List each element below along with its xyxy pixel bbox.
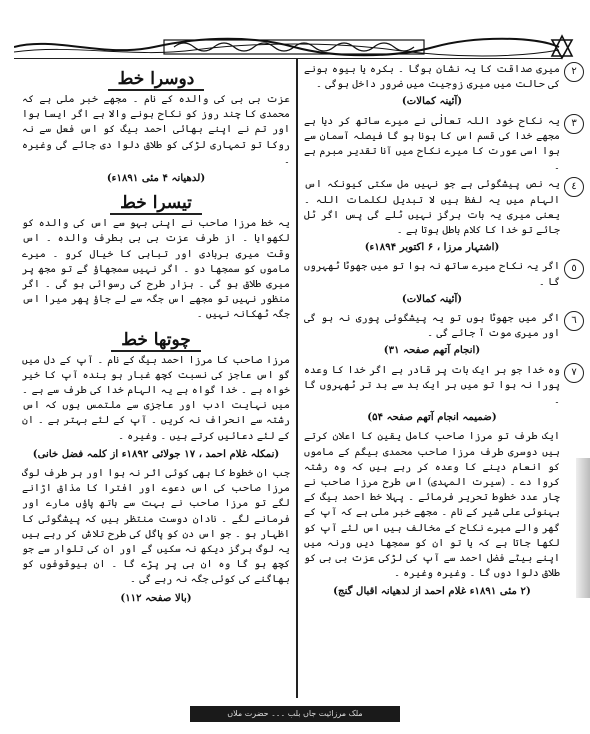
section-heading: دوسرا خط bbox=[22, 68, 290, 90]
numbered-item bbox=[304, 62, 577, 110]
page-edge-ribbon bbox=[576, 458, 590, 598]
section-text: مرزا صاحب کا مرزا احمد بیگ کے نام ۔ آپ کے دل میں گو اس عاجز کی نسبت کچھ غبار ہو بندہ آپ کا خیر خواہ ہے ۔ خدا گواہ ہے یہ الہام خدا کی طرف سے ہے ۔ میں نہایت ادب اور عاجزی سے ملتمس ہوں کہ اس رشتہ سے انحراف نہ کریں ۔ آپ کے لئے بہتر ہے ۔ ان کے لئے دعائیں کرتے ہیں ۔ وغیرہ ۔ bbox=[22, 354, 290, 442]
after-reference: (بالا صفحہ ۱۱۲) bbox=[120, 591, 192, 604]
item-reference: (اشتہار مرزا ، ۶ اکتوبر ۱۸۹۴ء) bbox=[364, 241, 500, 254]
item-text: میری صداقت کا یہ نشان ہوگا ۔ بکرہ یا بیوہ ہونے کی حالت میں میری زوجیت میں ضرور داخل ہوگی ۔ bbox=[304, 64, 560, 91]
section-reference: (لدھیانہ ۴ مئی ۱۸۹۱ء) bbox=[106, 172, 206, 185]
item-text: یہ نکاح خود اللہ تعالٰی نے میرے ساتھ کر دیا ہے مجھے خدا کی قسم اس کا ہونا ہو گا فیصلہ آسمان سے ہوا اسی عورت کا میرے نکاح میں آنا تقدیر مبرم ہے ۔ bbox=[304, 115, 560, 173]
column-divider bbox=[296, 58, 298, 698]
item-reference: (آئینہ کمالات) bbox=[401, 292, 463, 305]
item-number: ٤ bbox=[564, 177, 584, 197]
left-column bbox=[22, 62, 290, 610]
numbered-item bbox=[304, 311, 577, 359]
item-text: یہ نص پیشگوئی ہے جو نہیں مل سکتی کیونکہ اس الہام میں یہ لفظ ہیں لا تبدیل لکلمات اللہ ۔ یعنی میری یہ بات ہرگز نہیں ٹلے گی پس اگر ٹل جائے تو خدا کا کلام باطل ہوتا ہے ۔ bbox=[304, 179, 560, 237]
footer-bar: ملک مرزائیت جاں بلب ۔۔۔ حضرت ملاں bbox=[190, 706, 400, 722]
item-reference: (ضمیمہ انجام آتھم صفحہ ۵۴) bbox=[367, 411, 497, 424]
section-text: یہ خط مرزا صاحب نے اپنی بہو سے اس کی والدہ کو لکھوایا ۔ از طرف عزت بی بی بطرف والدہ ۔ اس وقت میری بربادی اور تباہی کا خیال کرو ۔ میرے ماموں کو سمجھا دو ۔ اگر نہیں سمجھاؤ گے تو مجھ پر میری طلاق ہو گی ۔ ہزار طرح کی رسوائی ہو گی ۔ اگر منظور نہیں تو مجھے اس جگہ سے لے جاؤ پھر میرا اس جگہ ٹھکانہ نہیں ۔ bbox=[22, 218, 290, 321]
item-reference: (انجام آتھم صفحہ ۳۱) bbox=[383, 344, 481, 357]
numbered-item bbox=[304, 363, 577, 426]
section-heading: تیسرا خط bbox=[22, 192, 290, 214]
section-reference: (نمکلہ غلام احمد ، ۱۷ جولائی ۱۸۹۲ء از کلمہ فضل خانی) bbox=[32, 447, 280, 460]
section-text: عزت بی بی کی والدہ کے نام ۔ مجھے خبر ملی ہے کہ محمدی کا چند روز کو نکاح ہونے والا ہے اگر ایسا ہوا اور تم نے اپنے بھائی احمد بیگ کو اس فعل سے نہ روکا تو تمہاری لڑکی کو طلاق دلوا دی جائے گی وغیرہ ۔ bbox=[22, 94, 290, 166]
closing-text: ایک طرف تو مرزا صاحب کامل یقین کا اعلان کرتے ہیں دوسری طرف مرزا صاحب محمدی بیگم کے ماموں کو انعام دینے کا وعدہ کر رہے ہیں کہ وہ رشتہ کروا دے ۔ (سیرت المہدی) اس طرح مرزا صاحب نے چار عدد خطوط تحریر فرمائے ۔ پہلا خط احمد بیگ کے بہنوئی علی شیر کے نام ۔ مجھے خبر ملی ہے کہ آپ کے گھر والے میرے نکاح کے مخالف ہیں اس لئے آپ کو لکھا جاتا ہے کہ یا تو ان کو سمجھا دیں ورنہ میں اپنے بیٹے فضل احمد سے آپ کی لڑکی عزت بی بی کو طلاق دلوا دوں گا ۔ وغیرہ وغیرہ ۔ bbox=[304, 431, 560, 580]
after-text: جب ان خطوط کا بھی کوئی اثر نہ ہوا اور ہر طرف لوگ مرزا صاحب کی اس دعوے اور افترا کا مذاق اڑانے لگے تو مرزا صاحب نے بہت سے ہاتھ پاؤں مارے اور فرمانے لگے ۔ نادان دوست منتظر ہیں کہ پیشگوئی کا اظہار ہو ۔ جو اس دن کو پاگل کی طرح تلاش کر رہے ہیں یہ لوگ ہرگز دیکھ نہ سکیں گے اور ان کی تلوار سے جو کچھ ہو گا وہ ان ہی پر پڑے گا ۔ ان بیوقوفوں کو بھاگنے کی کوئی جگہ نہ رہے گی ۔ bbox=[22, 468, 290, 586]
item-text: اگر میں جھوٹا ہوں تو یہ پیشگوئی پوری نہ ہو گی اور میری موت آ جائے گی ۔ bbox=[304, 313, 560, 340]
item-number: ٧ bbox=[564, 363, 584, 383]
closing-reference: (۲ مئی ۱۸۹۱ء غلام احمد از لدھیانہ اقبال گنج) bbox=[333, 584, 531, 597]
section-heading: چوتھا خط bbox=[22, 329, 290, 351]
numbered-item bbox=[304, 114, 577, 175]
decorative-header-border bbox=[14, 34, 574, 60]
item-number: ٢ bbox=[564, 62, 584, 82]
item-number: ٦ bbox=[564, 311, 584, 331]
numbered-item bbox=[304, 177, 577, 255]
item-reference: (آئینہ کمالات) bbox=[401, 95, 463, 108]
right-column bbox=[304, 62, 577, 603]
item-text: وہ خدا جو ہر ایک بات پر قادر ہے اگر خدا کا وعدہ پورا نہ ہوا تو میں ہر ایک بد سے بد تر ٹھہروں گا ۔ bbox=[304, 364, 560, 407]
item-number: ٣ bbox=[564, 114, 584, 134]
numbered-item bbox=[304, 259, 577, 307]
closing-paragraph bbox=[304, 429, 560, 598]
item-text: اگر یہ نکاح میرے ساتھ نہ ہوا تو میں جھوٹا ٹھہروں گا ۔ bbox=[304, 261, 560, 288]
item-number: ٥ bbox=[564, 259, 584, 279]
